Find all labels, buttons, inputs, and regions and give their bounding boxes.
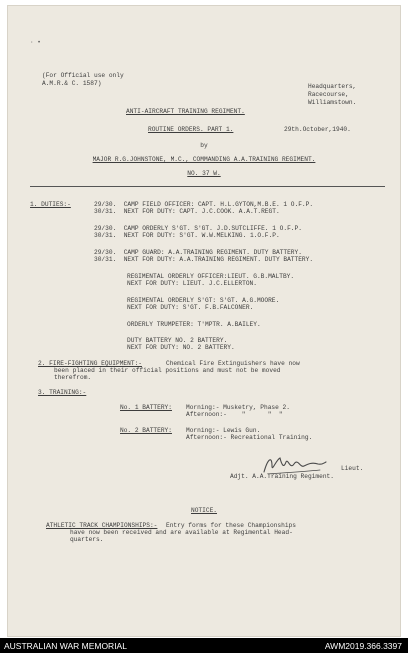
order-number: NO. 37 W. <box>187 170 221 177</box>
fire-line: been placed in their official positions and must not be moved <box>54 367 281 374</box>
battery-2-line: Morning:- Lewis Gun. <box>186 427 261 434</box>
battery-1-label: No. 1 BATTERY: <box>120 404 172 411</box>
duty-line: NEXT FOR DUTY: S'GT. F.B.FALCONER. <box>127 304 254 311</box>
duty-line: 30/31. NEXT FOR DUTY: S'GT. W.W.MELKING. 1.O.F.P. <box>94 232 280 239</box>
duty-line: 29/30. CAMP GUARD: A.A.TRAINING REGIMENT. DUTY BATTERY. <box>94 249 302 256</box>
duty-line: REGIMENTAL ORDERLY S'GT: S'GT. A.G.MOORE. <box>127 297 280 304</box>
fire-line: Chemical Fire Extinguishers have now <box>166 360 300 367</box>
address-line-3: Williamstown. <box>308 99 357 106</box>
punch-mark: · • <box>30 39 41 46</box>
document-page <box>8 6 400 636</box>
official-use-line-1: (For Official use only <box>42 72 124 79</box>
notice-line: quarters. <box>70 536 104 543</box>
orders-title: ROUTINE ORDERS. PART 1. <box>148 126 234 133</box>
notice-label: ATHLETIC TRACK CHAMPIONSHIPS:- <box>46 522 158 529</box>
address-line-1: Headquarters, <box>308 83 357 90</box>
notice-line: Entry forms for these Championships <box>166 522 296 529</box>
battery-1-line: Morning:- Musketry, Phase 2. <box>186 404 290 411</box>
duty-line: NEXT FOR DUTY: NO. 2 BATTERY. <box>127 344 235 351</box>
commander-line: MAJOR R.G.JOHNSTONE, M.C., COMMANDING A.A.TRAINING REGIMENT. <box>92 156 316 163</box>
footer-accession-number: AWM2019.366.3397 <box>324 641 402 651</box>
official-use-line-2: A.M.R.& C. 1587) <box>42 80 102 87</box>
regiment-title: ANTI-AIRCRAFT TRAINING REGIMENT. <box>126 108 245 115</box>
duty-line: REGIMENTAL ORDERLY OFFICER:LIEUT. G.B.MALTBY. <box>127 273 295 280</box>
footer-bar <box>0 638 408 653</box>
address-line-2: Racecourse, <box>308 91 349 98</box>
signature-rank: Lieut. <box>341 465 364 472</box>
duty-line: 30/31. NEXT FOR DUTY: A.A.TRAINING REGIMENT. DUTY BATTERY. <box>94 256 314 263</box>
battery-2-label: No. 2 BATTERY: <box>120 427 172 434</box>
signature-title: Adjt. A.A.Training Regiment. <box>230 473 334 480</box>
duties-label: 1. DUTIES:- <box>30 201 71 208</box>
duty-line: 29/30. CAMP FIELD OFFICER: CAPT. H.L.GYTON,M.B.E. 1 O.F.P. <box>94 201 314 208</box>
fire-line: therefrom. <box>54 374 92 381</box>
footer-institution: AUSTRALIAN WAR MEMORIAL <box>4 641 127 651</box>
duty-line: DUTY BATTERY NO. 2 BATTERY. <box>127 337 228 344</box>
divider-rule <box>30 186 385 187</box>
duty-line: 30/31. NEXT FOR DUTY: CAPT. J.C.COOK. A.A.T.REGT. <box>94 208 280 215</box>
duty-line: ORDERLY TRUMPETER: T'MPTR. A.BAILEY. <box>127 321 261 328</box>
notice-line: have now been received and are available at Regimental Head- <box>70 529 293 536</box>
by-line: by <box>200 142 208 149</box>
battery-1-line: Afternoon:- " " " <box>186 411 283 418</box>
duty-line: NEXT FOR DUTY: LIEUT. J.C.ELLERTON. <box>127 280 257 287</box>
fire-label: 2. FIRE-FIGHTING EQUIPMENT:- <box>38 360 142 367</box>
training-label: 3. TRAINING:- <box>38 389 87 396</box>
battery-2-line: Afternoon:- Recreational Training. <box>186 434 313 441</box>
notice-heading: NOTICE. <box>191 507 217 514</box>
order-date: 29th.October,1940. <box>284 126 351 133</box>
duty-line: 29/30. CAMP ORDERLY S'GT. S'GT. J.D.SUTCLIFFE. 1 O.F.P. <box>94 225 302 232</box>
